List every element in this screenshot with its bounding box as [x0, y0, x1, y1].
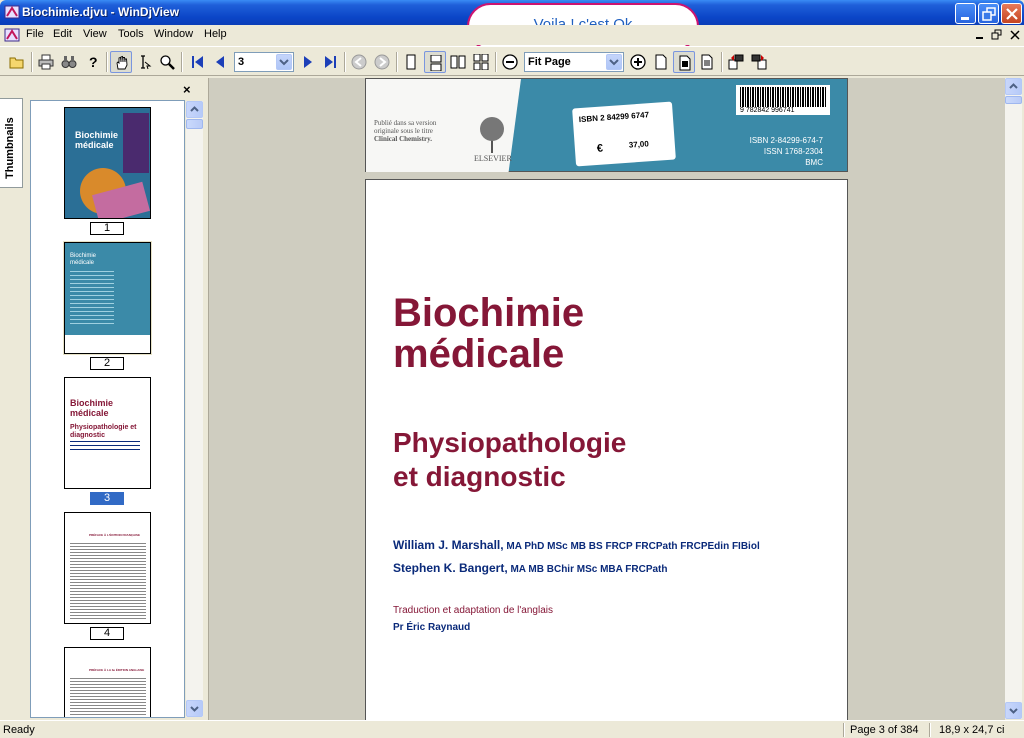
thumbnails-scrollbar[interactable] — [186, 101, 203, 717]
page-bw-icon — [699, 54, 715, 70]
previous-arrow-icon — [212, 54, 228, 70]
chevron-up-icon — [1006, 79, 1021, 94]
zoom-in-icon — [630, 54, 646, 70]
magnifier-icon — [159, 54, 175, 70]
page-dropdown-button[interactable] — [276, 54, 292, 70]
page-number-value: 3 — [238, 56, 245, 68]
next-page-button[interactable] — [297, 51, 319, 73]
restore-icon — [979, 4, 1000, 25]
first-page-button[interactable] — [187, 51, 209, 73]
price-text: 37,00 — [628, 139, 650, 150]
menu-edit[interactable]: Edit — [53, 28, 72, 40]
printer-icon — [38, 54, 54, 70]
thumb-3-title: Biochimie médicale — [70, 398, 114, 418]
thumbnail-page-2[interactable] — [64, 242, 151, 354]
document-icon[interactable] — [4, 27, 20, 43]
author-1-degrees: MA PhD MSc MB BS FRCP FRCPath FRCPEdin FIBiol — [503, 541, 760, 552]
fit-page-button[interactable] — [650, 51, 672, 73]
chevron-up-icon — [187, 102, 202, 117]
thumbnails-scroll-up[interactable] — [186, 101, 203, 118]
author-1 — [393, 538, 760, 552]
single-page-button[interactable] — [400, 51, 422, 73]
thumbnail-page-4[interactable] — [64, 512, 151, 624]
previous-page-button[interactable] — [209, 51, 231, 73]
open-button[interactable] — [6, 51, 28, 73]
zoom-in-button[interactable] — [627, 51, 649, 73]
continuous-facing-icon — [473, 54, 489, 70]
zoom-tool-button[interactable] — [156, 51, 178, 73]
menu-help[interactable]: Help — [204, 28, 227, 40]
toolbar — [0, 46, 1024, 76]
help-question-icon — [85, 54, 101, 70]
barcode-digits: 9 782842 996741 — [740, 107, 795, 114]
chevron-down-icon — [277, 55, 291, 69]
thumb-5-title: PRÉFACE À LA 3e ÉDITION ANGLAISE — [89, 668, 145, 672]
continuous-button[interactable] — [424, 51, 446, 73]
zoom-out-icon — [502, 54, 518, 70]
euro-icon: € — [596, 142, 604, 155]
print-button[interactable] — [35, 51, 57, 73]
thumbnail-page-1[interactable] — [64, 107, 151, 219]
back-button[interactable] — [348, 51, 370, 73]
page-3 — [365, 179, 848, 720]
display-color-button[interactable] — [673, 51, 695, 73]
sidebar-close-button[interactable]: × — [183, 82, 191, 97]
minimize-icon — [956, 4, 977, 25]
binoculars-icon — [61, 54, 77, 70]
single-page-icon — [403, 54, 419, 70]
last-page-icon — [322, 54, 338, 70]
thumbnails-scroll-thumb[interactable] — [186, 119, 203, 129]
isbn-sticker-text: ISBN 2 84299 6747 — [578, 110, 650, 125]
rotate-left-icon — [728, 54, 744, 70]
author-1-name: William J. Marshall, — [393, 538, 504, 552]
author-2-name: Stephen K. Bangert, — [393, 561, 508, 575]
page-icon — [653, 54, 669, 70]
forward-button[interactable] — [371, 51, 393, 73]
document-scroll-down[interactable] — [1005, 702, 1022, 719]
document-view[interactable] — [208, 78, 1005, 720]
thumbnail-label-2[interactable]: 2 — [90, 357, 124, 370]
thumbnails-scroll-down[interactable] — [186, 700, 203, 717]
thumb-4-title: PRÉFACE À L'ÉDITION FRANÇAISE — [89, 533, 141, 537]
chevron-down-icon — [607, 55, 621, 69]
rotate-left-button[interactable] — [725, 51, 747, 73]
next-arrow-icon — [300, 54, 316, 70]
book-subtitle: Physiopathologie et diagnostic — [393, 427, 627, 492]
continuous-facing-button[interactable] — [470, 51, 492, 73]
author-2-degrees: MA MB BChir MSc MBA FRCPath — [507, 564, 668, 575]
close-icon — [1002, 4, 1023, 25]
last-page-button[interactable] — [319, 51, 341, 73]
thumbnail-page-3[interactable] — [64, 377, 151, 489]
thumbnail-label-3[interactable]: 3 — [90, 492, 124, 505]
mdi-close-icon[interactable] — [1009, 29, 1021, 41]
thumbnail-page-5[interactable] — [64, 647, 151, 718]
menu-file[interactable]: File — [26, 28, 44, 40]
back-cover-left-text: Publié dans sa version originale sous le titre Clinical Chemistry. — [374, 119, 437, 143]
windjview-app-icon — [4, 4, 20, 20]
hand-icon — [114, 55, 130, 71]
help-button[interactable] — [82, 51, 104, 73]
status-bar — [0, 720, 1024, 738]
author-2 — [393, 561, 668, 575]
window-title: Biochimie.djvu - WinDjView — [22, 5, 180, 19]
barcode — [736, 85, 830, 115]
status-page-size: 18,9 x 24,7 ci — [939, 724, 1005, 736]
thumb-2-title: Biochimie médicale — [70, 253, 97, 266]
rotate-right-icon — [751, 54, 767, 70]
forward-circle-icon — [374, 54, 390, 70]
thumbnail-label-1[interactable]: 1 — [90, 222, 124, 235]
page-2-back-cover — [365, 78, 848, 172]
thumbnails-tab[interactable] — [0, 98, 23, 188]
menu-tools[interactable]: Tools — [118, 28, 144, 40]
facing-pages-icon — [450, 54, 466, 70]
first-page-icon — [190, 54, 206, 70]
hand-tool-button[interactable] — [110, 51, 132, 73]
display-bw-button[interactable] — [696, 51, 718, 73]
thumbnails-tab-label: Thumbnails — [4, 117, 16, 179]
translator-name: Pr Éric Raynaud — [393, 622, 471, 633]
thumb-1-title: Biochimie médicale — [75, 130, 119, 150]
book-title: Biochimie médicale — [393, 291, 585, 376]
elsevier-tree-logo — [474, 115, 510, 153]
text-cursor-icon — [136, 54, 152, 70]
facing-pages-button[interactable] — [447, 51, 469, 73]
document-scroll-up[interactable] — [1005, 78, 1022, 95]
page-number-combo[interactable] — [234, 52, 294, 72]
isbn-sticker — [572, 102, 676, 167]
thumbnails-list[interactable] — [30, 100, 185, 718]
thumb-3-subtitle: Physiopathologie et diagnostic — [70, 424, 137, 439]
document-scroll-thumb[interactable] — [1005, 96, 1022, 104]
menu-bar — [0, 25, 1024, 45]
close-button[interactable] — [1001, 3, 1022, 24]
restore-button[interactable] — [978, 3, 999, 24]
status-page-info: Page 3 of 384 — [850, 724, 919, 736]
back-cover-identifiers: ISBN 2-84299-674-7 ISSN 1768-2304 BMC — [749, 136, 823, 167]
mdi-minimize-icon[interactable] — [974, 29, 986, 41]
thumbnail-label-4[interactable]: 4 — [90, 627, 124, 640]
svg-text:?: ? — [89, 54, 98, 70]
menu-window[interactable]: Window — [154, 28, 194, 40]
zoom-combo[interactable] — [524, 52, 624, 72]
back-circle-icon — [351, 54, 367, 70]
zoom-dropdown-button[interactable] — [606, 54, 622, 70]
zoom-out-button[interactable] — [499, 51, 521, 73]
document-scrollbar[interactable] — [1005, 78, 1022, 719]
minimize-button[interactable] — [955, 3, 976, 24]
rotate-right-button[interactable] — [748, 51, 770, 73]
status-ready: Ready — [3, 724, 35, 736]
page-color-icon — [677, 55, 693, 71]
chevron-down-icon — [187, 701, 202, 716]
publisher-name: ELSEVIER — [474, 154, 512, 163]
continuous-pages-icon — [428, 55, 444, 71]
open-folder-icon — [9, 54, 25, 70]
menu-view[interactable]: View — [83, 28, 107, 40]
find-button[interactable] — [58, 51, 80, 73]
chevron-down-icon — [1006, 703, 1021, 718]
mdi-restore-icon[interactable] — [991, 29, 1003, 41]
zoom-value: Fit Page — [528, 56, 571, 68]
translation-note: Traduction et adaptation de l'anglais — [393, 605, 553, 616]
select-tool-button[interactable] — [133, 51, 155, 73]
